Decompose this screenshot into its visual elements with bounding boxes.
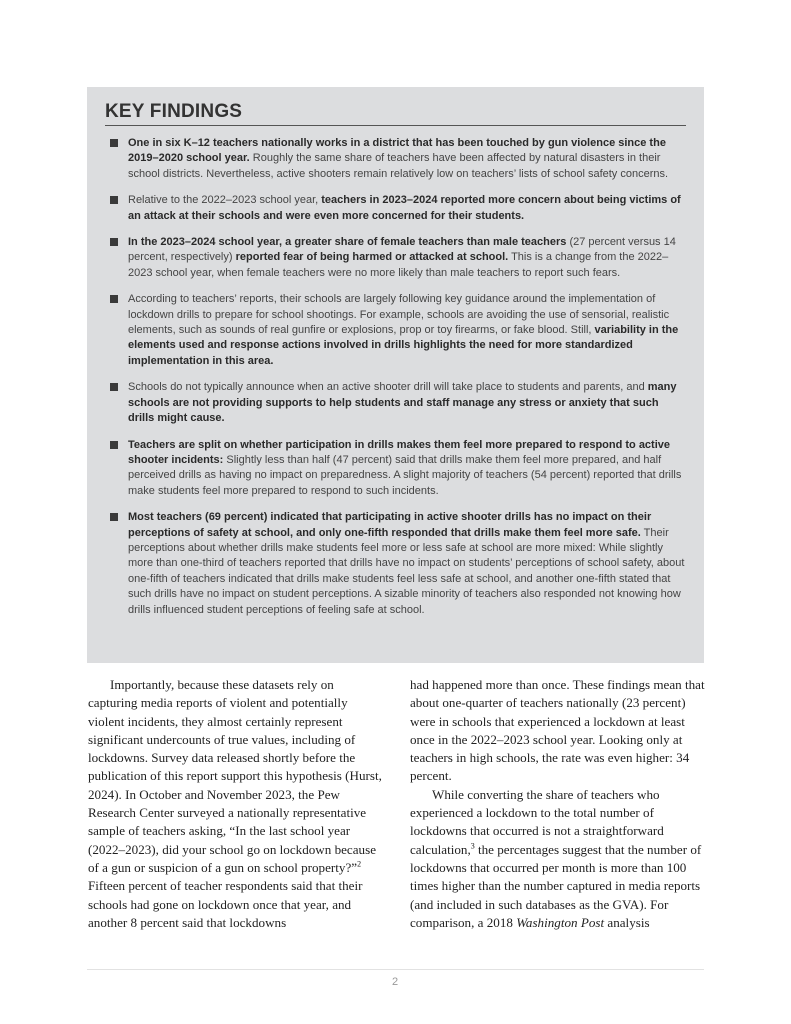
text-run: reported fear of being harmed or attacked at school. (235, 251, 509, 264)
text-run: Slightly less than half (47 percent) said that drills make them feel more prepared, and half perceived drills as having no impact on preparedness. A slight majority of teachers (54 percent) reported that drills make students feel more prepared to respond to such incidents. (128, 453, 682, 497)
text-run: Washington Post (516, 914, 605, 930)
square-bullet-icon (110, 383, 118, 391)
key-finding-item (105, 235, 686, 281)
text-run: analysis (604, 914, 650, 930)
key-findings-list (105, 136, 686, 618)
text-run: Teachers are split on whether participation in drills makes them feel more prepared to respond to active shooter incidents: (128, 438, 671, 466)
text-run: Relative to the 2022–2023 school year, (128, 194, 322, 207)
key-findings-title: KEY FINDINGS (105, 101, 243, 122)
square-bullet-icon (110, 139, 118, 147)
text-run: variability in the elements used and response actions involved in drills highlights the need for more standardized implementation in this area. (128, 324, 679, 367)
square-bullet-icon (110, 295, 118, 303)
text-run: Importantly, because these datasets rely on capturing media reports of violent and potentially violent incidents, they almost certainly represent significant undercounts of true values, including of lockdowns. Survey data released shortly before the publication of this report support this hypothesis (Hurst, 2024). In October and November 2023, the Pew Research Center surveyed a nationally representative sample of teachers asking, “In the last school year (2022–2023), did your school go on lockdown because of a gun or suspicion of a gun on school property?” (88, 677, 382, 875)
body-paragraph (410, 786, 706, 932)
text-run: many schools are not providing supports to help students and staff manage any stress or anxiety that such drills might cause. (128, 381, 677, 425)
square-bullet-icon (110, 196, 118, 204)
key-finding-item (105, 438, 686, 500)
text-run: (27 percent versus 14 percent, respectively) (128, 236, 676, 264)
footnote-ref: 3 (470, 841, 475, 851)
key-finding-item (105, 380, 686, 426)
key-findings-box (87, 87, 704, 663)
body-column-right (410, 676, 706, 932)
key-finding-item (105, 136, 686, 182)
key-findings-divider (105, 125, 686, 126)
body-column-left (88, 676, 384, 932)
text-run: According to teachers’ reports, their schools are largely following key guidance around the implementation of lockdown drills to prepare for school shootings. For example, schools are avoiding the use of sensorial, realistic elements, such as sounds of real gunfire or explosions, prop or toy firearms, or fake blood. Still, (128, 293, 670, 337)
square-bullet-icon (110, 513, 118, 521)
square-bullet-icon (110, 238, 118, 246)
text-run: In the 2023–2024 school year, a greater share of female teachers than male teachers (128, 236, 567, 249)
text-run: While converting the share of teachers who experienced a lockdown to the total number of lockdowns that occurred is not a straightforward calculation, (410, 786, 664, 857)
footnote-ref: 2 (357, 859, 362, 869)
key-finding-item (105, 193, 686, 224)
text-run: Fifteen percent of teacher respondents said that their schools had gone on lockdown once that year, and another 8 percent said that lockdowns (88, 878, 363, 930)
text-run: had happened more than once. These findings mean that about one-quarter of teachers nationally (23 percent) were in schools that experienced a lockdown at least once in the 2022–2023 school year. Looking only at teachers in high schools, the rate was even higher: 34 percent. (410, 677, 705, 784)
footer-divider (87, 969, 704, 970)
page-number: 2 (391, 976, 399, 988)
body-paragraph (410, 676, 706, 786)
text-run: the percentages suggest that the number of lockdowns that occurred per month is more than 100 times higher than the number captured in media reports (and included in such databases as the GVA). For comparison, a 2018 (410, 841, 702, 930)
text-run: Schools do not typically announce when an active shooter drill will take place to students and parents, and (128, 381, 648, 394)
key-finding-item (105, 292, 686, 369)
square-bullet-icon (110, 441, 118, 449)
text-run: Their perceptions about whether drills make students feel more or less safe at school are more mixed: While slightly more than one-third of teachers reported that drills have no impact on students’ perceptions of school safety, about one-fifth of teachers indicated that drills make students feel less safe at school, and another one-fifth stated that such drills have no impact on student perceptions. A sizable minority of teachers also responded not knowing how drills influenced student perceptions of feeling safe at school. (128, 526, 685, 616)
body-paragraph (88, 676, 384, 932)
text-run: Roughly the same share of teachers have been affected by natural disasters in their school districts. Nevertheless, active shooters remain relatively low on teachers’ lists of school safety concerns. (128, 152, 669, 180)
text-run: This is a change from the 2022–2023 school year, when female teachers were no more likely than male teachers to report such fears. (128, 251, 669, 279)
key-finding-item (105, 510, 686, 618)
text-run: teachers in 2023–2024 reported more concern about being victims of an attack at their schools and were even more concerned for their students. (128, 194, 681, 222)
text-run: Most teachers (69 percent) indicated that participating in active shooter drills has no impact on their perceptions of safety at school, and only one-fifth responded that drills make them feel more safe. (128, 511, 652, 539)
text-run: One in six K–12 teachers nationally works in a district that has been touched by gun violence since the 2019–2020 school year. (128, 137, 666, 165)
